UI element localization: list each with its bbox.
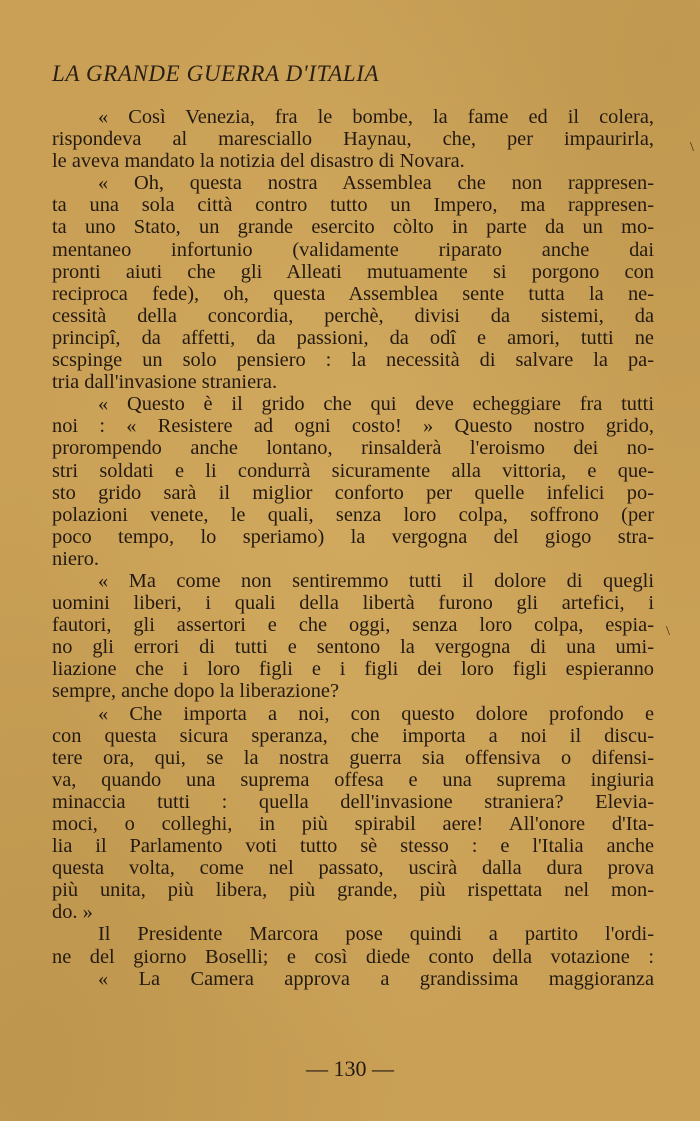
text-line: sempre, anche dopo la liberazione? <box>52 680 340 703</box>
text-line: mentaneo infortunio (validamente riparato anche dai <box>52 238 654 261</box>
body-text <box>52 106 654 990</box>
text-line: più unita, più libera, più grande, più rispettata nel mon- <box>52 879 654 902</box>
text-line: con questa sicura speranza, che importa a noi il discu- <box>52 724 654 747</box>
text-line: uomini liberi, i quali della libertà furono gli artefici, i <box>52 592 654 615</box>
text-line: Il Presidente Marcora pose quindi a partito l'ordi- <box>98 923 654 946</box>
margin-mark: \ <box>690 140 694 155</box>
text-line: no gli errori di tutti e sentono la vergogna di una umi- <box>52 636 654 659</box>
text-line: le aveva mandato la notizia del disastro di Novara. <box>52 150 465 173</box>
margin-mark: \ <box>666 624 670 639</box>
text-line: minaccia tutti : quella dell'invasione straniera? Elevia- <box>52 790 654 813</box>
text-line: tere ora, qui, se la nostra guerra sia offensiva o difensi- <box>52 746 654 769</box>
text-line: polazioni venete, le quali, senza loro colpa, soffrono (per <box>52 503 654 526</box>
text-line: scspinge un solo pensiero : la necessità di salvare la pa- <box>52 349 654 372</box>
text-line: sto grido sarà il miglior conforto per quelle infelici po- <box>52 481 654 504</box>
text-line: fautori, gli assertori e che oggi, senza loro colpa, espia- <box>52 614 654 637</box>
text-line: lia il Parlamento voti tutto sè stesso : e l'Italia anche <box>52 835 654 858</box>
page <box>52 60 654 990</box>
text-line: questa volta, come nel passato, uscirà dalla dura prova <box>52 857 654 880</box>
text-line: ta una sola città contro tutto un Impero, ma rappresen- <box>52 194 654 217</box>
text-line: « Così Venezia, fra le bombe, la fame ed il colera, <box>98 106 654 128</box>
text-line: rispondeva al maresciallo Haynau, che, per impaurirla, <box>52 128 654 151</box>
text-line: stri soldati e li condurrà sicuramente alla vittoria, e que- <box>52 459 654 482</box>
text-line: niero. <box>52 547 99 570</box>
running-head: LA GRANDE GUERRA D'ITALIA <box>52 61 380 86</box>
page-number: — 130 — <box>306 1056 394 1081</box>
text-line: tria dall'invasione straniera. <box>52 371 278 394</box>
text-line: « Che importa a noi, con questo dolore profondo e <box>98 702 654 725</box>
text-line: poco tempo, lo speriamo) la vergogna del giogo stra- <box>52 525 654 548</box>
text-line: « Questo è il grido che qui deve echeggiare fra tutti <box>98 393 654 416</box>
text-line: cessità della concordia, perchè, divisi da sistemi, da <box>52 304 654 327</box>
text-line: « La Camera approva a grandissima maggioranza <box>98 967 654 990</box>
text-line: principî, da affetti, da passioni, da odî e amori, tutti ne <box>52 326 654 349</box>
text-line: pronti aiuti che gli Alleati mutuamente si porgono con <box>52 260 654 283</box>
text-line: ta uno Stato, un grande esercito còlto in parte da un mo- <box>52 216 654 239</box>
text-line: « Ma come non sentiremmo tutti il dolore di quegli <box>98 569 654 592</box>
text-line: moci, o colleghi, in più spirabil aere! All'onore d'Ita- <box>52 813 654 835</box>
text-line: va, quando una suprema offesa e una suprema ingiuria <box>52 768 654 791</box>
text-line: reciproca fede), oh, questa Assemblea sente tutta la ne- <box>52 282 654 305</box>
text-line: prorompendo anche lontano, rinsalderà l'eroismo dei no- <box>52 437 654 460</box>
text-line: noi : « Resistere ad ogni costo! » Questo nostro grido, <box>52 415 654 438</box>
text-line: « Oh, questa nostra Assemblea che non rappresen- <box>98 172 654 195</box>
text-line: do. » <box>52 901 93 924</box>
text-line: liazione che i loro figli e i figli dei loro figli espieranno <box>52 658 654 681</box>
text-line: ne del giorno Boselli; e così diede conto della votazione : <box>52 945 654 968</box>
